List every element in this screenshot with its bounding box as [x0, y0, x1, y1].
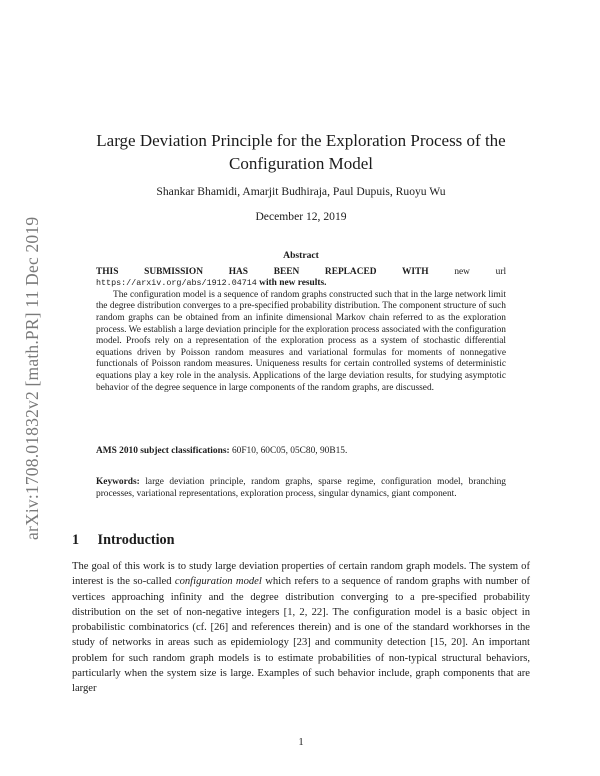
ams-classifications [96, 446, 506, 456]
abstract-block [96, 250, 506, 394]
section-number: 1 [72, 532, 80, 548]
intro-paragraph [72, 559, 530, 697]
notice-word: url [495, 266, 506, 277]
abstract-body: The configuration model is a sequence of random graphs constructed such that in the large network limit the degree distribution converges to a pre-specified probability distribution. The component structure of such random graphs can be obtained from an infinite dimensional Markov chain referred to as the exploration process. We establish a large deviation principle for the exploration process associated with the configuration model. Proofs rely on a representation of the exploration process as a system of stochastic differential equations driven by Poisson random measures and variational formulas for moments of nonnegative functionals of Poisson random measures. Uniqueness results for certain controlled systems of deterministic equations play a key role in the analysis. Applications of the large deviation results, for studying asymptotic behavior of the degree sequence in large components of the random graphs, are discussed. [96, 289, 506, 393]
notice-word: REPLACED [324, 266, 377, 277]
ams-label: AMS 2010 subject classifications: [96, 446, 230, 456]
keywords [96, 477, 506, 501]
notice-word: THIS [96, 266, 119, 277]
paper-date: December 12, 2019 [255, 210, 347, 223]
author-list: Shankar Bhamidi, Amarjit Budhiraja, Paul Dupuis, Ruoyu Wu [156, 185, 446, 198]
intro-text-start: The goal of this work is to study large deviation properties of certain random graph models. The system of interest is the so-called [72, 561, 530, 588]
intro-text-rest: which refers to a sequence of random graphs with number of vertices approaching infinity and the degree distribution converging to a pre-specified probability distribution on the set of non-negative integers [1, 2, 22]. The configuration model is a basic object in probabilistic combinatorics (cf. [26] and references therein) and is one of the standard workhorses in the study of networks in areas such as epidemiology [23] and community detection [15, 20]. An important problem for such random graph models is to estimate probabilities of non-typical structural behaviors, particularly when the system size is large. Examples of such behavior include, graph components that are larger [72, 576, 531, 695]
replacement-url-line [96, 278, 506, 290]
arxiv-margin-stamp: arXiv:1708.01832v2 [math.PR] 11 Dec 2019 [22, 216, 42, 540]
replacement-url-link[interactable]: https://arxiv.org/abs/1912.04714 [96, 278, 257, 289]
section-heading [72, 532, 175, 549]
notice-word: BEEN [273, 266, 300, 277]
paper-title: Large Deviation Principle for the Exploration Process of the Configuration Model [96, 131, 506, 173]
keywords-value: large deviation principle, random graphs, sparse regime, configuration model, branching processes, variational representations, exploration process, singular dynamics, giant component. [96, 477, 506, 499]
ams-value: 60F10, 60C05, 05C80, 90B15. [231, 446, 348, 456]
keywords-label: Keywords: [96, 477, 140, 487]
notice-word: HAS [228, 266, 248, 277]
notice-tail: with new results. [259, 278, 327, 289]
replacement-notice [96, 267, 506, 279]
notice-word: SUBMISSION [144, 266, 203, 277]
section-title: Introduction [97, 532, 175, 548]
notice-word: new [454, 266, 470, 277]
page-number: 1 [298, 737, 304, 748]
abstract-heading: Abstract [283, 250, 319, 261]
notice-word: WITH [402, 266, 429, 277]
intro-emphasis: configuration model [174, 576, 262, 588]
